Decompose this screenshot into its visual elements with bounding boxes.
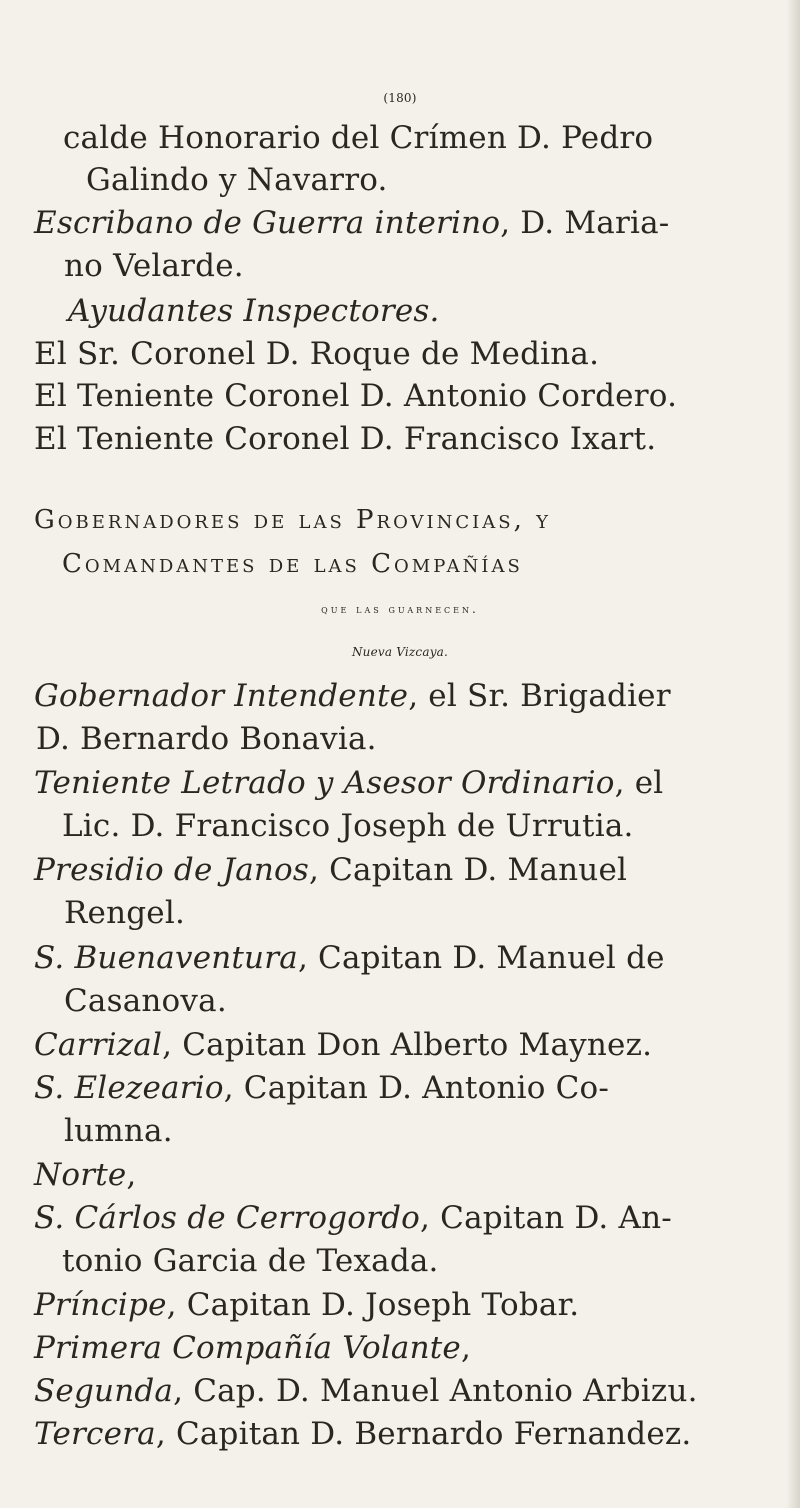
- officer-name: , el: [614, 765, 664, 801]
- text-line: calde Honorario del Crímen D. Pedro: [63, 120, 654, 156]
- text-line: Galindo y Navarro.: [86, 162, 388, 198]
- text-line: Rengel.: [64, 895, 186, 931]
- text-line: Lic. D. Francisco Joseph de Urrutia.: [62, 808, 634, 844]
- text-line: [34, 676, 671, 716]
- officer-name: , Capitan D. An-: [420, 1200, 672, 1236]
- officer-name: , Capitan D. Antonio Co-: [223, 1070, 610, 1106]
- office-title: Teniente Letrado y Asesor Ordinario: [34, 765, 615, 801]
- text-line: [34, 763, 663, 803]
- text-line: tonio Garcia de Texada.: [62, 1243, 439, 1279]
- chapter-heading: Gobernadores de las Provincias, y: [34, 505, 552, 535]
- region-heading: Nueva Vizcaya.: [351, 645, 449, 659]
- officer-name: , D. Maria-: [500, 205, 670, 241]
- page-number: (180): [383, 91, 417, 105]
- page-edge-shadow: [786, 0, 800, 1508]
- chapter-heading: Comandantes de las Compañías: [62, 549, 523, 579]
- officer-name: , Capitan D. Manuel: [309, 852, 628, 888]
- text-line: Casanova.: [64, 983, 227, 1019]
- text-line: [34, 938, 665, 978]
- office-title: S. Cárlos de Cerrogordo: [34, 1200, 421, 1236]
- officer-name: , Capitan D. Manuel de: [297, 940, 665, 976]
- chapter-heading: que las guarnecen.: [321, 602, 479, 616]
- office-title: S. Elezeario: [34, 1070, 224, 1106]
- text-line: [34, 1068, 609, 1108]
- office-title: Príncipe: [34, 1287, 167, 1323]
- text-line: [34, 1371, 698, 1411]
- text-line: [34, 203, 669, 243]
- text-line: lumna.: [64, 1113, 173, 1149]
- text-line: [34, 1025, 652, 1065]
- punctuation: ,: [460, 1330, 472, 1366]
- officer-name: , Cap. D. Manuel Antonio Arbizu.: [173, 1373, 698, 1409]
- text-line: [34, 850, 627, 890]
- officer-name: , el Sr. Brigadier: [408, 678, 671, 714]
- office-title: Escribano de Guerra interino: [34, 205, 501, 241]
- punctuation: ,: [126, 1157, 137, 1193]
- office-title: Tercera: [34, 1416, 156, 1452]
- officer-name: , Capitan D. Bernardo Fernandez.: [155, 1416, 692, 1452]
- text-line: [34, 1285, 579, 1325]
- office-title: Primera Compañía Volante: [34, 1330, 461, 1366]
- office-title: Presidio de Janos: [34, 852, 310, 888]
- office-title: S. Buenaventura: [34, 940, 298, 976]
- text-line: D. Bernardo Bonavia.: [36, 721, 377, 757]
- section-heading: Ayudantes Inspectores.: [68, 293, 440, 329]
- text-line: [34, 1328, 471, 1368]
- text-line: [34, 1414, 691, 1454]
- text-line: El Teniente Coronel D. Francisco Ixart.: [34, 421, 657, 457]
- text-line: El Teniente Coronel D. Antonio Cordero.: [34, 378, 678, 414]
- text-line: El Sr. Coronel D. Roque de Medina.: [34, 336, 600, 372]
- officer-name: , Capitan Don Alberto Maynez.: [162, 1027, 653, 1063]
- office-title: Carrizal: [34, 1027, 163, 1063]
- office-title: Segunda: [34, 1373, 174, 1409]
- office-title: Gobernador Intendente: [34, 678, 409, 714]
- text-line: no Velarde.: [64, 248, 244, 284]
- text-line: [34, 1155, 136, 1195]
- office-title: Norte: [34, 1157, 127, 1193]
- text-line: [34, 1198, 672, 1238]
- officer-name: , Capitan D. Joseph Tobar.: [166, 1287, 580, 1323]
